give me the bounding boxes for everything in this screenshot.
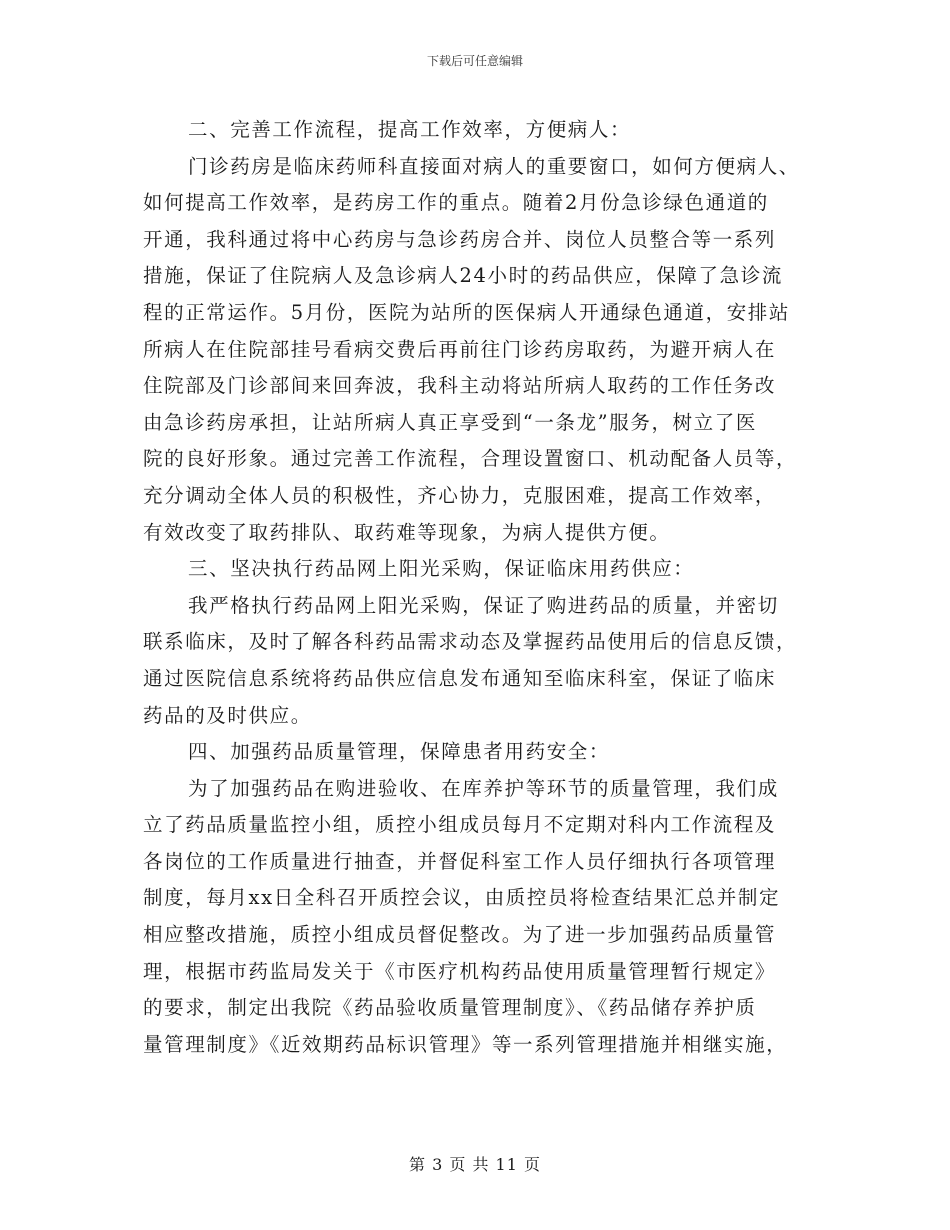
paragraph-line: 理，根据市药监局发关于《市医疗机构药品使用质量管理暂行规定》	[143, 959, 777, 983]
paragraph-line: 有效改变了取药排队、取药难等现象，为病人提供方便。	[143, 520, 671, 544]
paragraph-line: 如何提高工作效率，是药房工作的重点。随着2月份急诊绿色通道的	[143, 191, 769, 215]
paragraph-line: 门诊药房是临床药师科直接面对病人的重要窗口，如何方便病人、	[188, 154, 800, 178]
page-number: 第 3 页 共 11 页	[409, 1155, 541, 1174]
paragraph-line: 程的正常运作。5月份，医院为站所的医保病人开通绿色通道，安排站	[143, 300, 791, 324]
paragraph-line: 所病人在住院部挂号看病交费后再前往门诊药房取药，为避开病人在	[143, 337, 777, 361]
paragraph-line: 药品的及时供应。	[143, 703, 312, 727]
paragraph-line: 量管理制度》《近效期药品标识管理》等一系列管理措施并相继实施，	[143, 1032, 788, 1056]
paragraph-line: 各岗位的工作质量进行抽查，并督促科室工作人员仔细执行各项管理	[143, 849, 777, 873]
paragraph-line: 措施，保证了住院病人及急诊病人24小时的药品供应，保障了急诊流	[143, 264, 783, 288]
paragraph-line: 住院部及门诊部间来回奔波，我科主动将站所病人取药的工作任务改	[143, 374, 777, 398]
paragraph-line: 开通，我科通过将中心药房与急诊药房合并、岗位人员整合等一系列	[143, 227, 777, 251]
page-header-note: 下载后可任意编辑	[426, 54, 523, 68]
document-body	[143, 112, 803, 1063]
paragraph-line: 我严格执行药品网上阳光采购，保证了购进药品的质量，并密切	[188, 593, 779, 617]
paragraph-line: 制度，每月xx日全科召开质控会议，由质控员将检查结果汇总并制定	[143, 886, 781, 910]
paragraph-line: 相应整改措施，质控小组成员督促整改。为了进一步加强药品质量管	[143, 923, 777, 947]
section-heading: 三、坚决执行药品网上阳光采购，保证临床用药供应：	[188, 557, 695, 581]
paragraph-line: 为了加强药品在购进验收、在库养护等环节的质量管理，我们成	[188, 776, 779, 800]
section-heading: 四、加强药品质量管理，保障患者用药安全：	[188, 740, 611, 764]
paragraph-line: 的要求，制定出我院《药品验收质量管理制度》、《药品储存养护质	[143, 996, 757, 1020]
paragraph-line: 通过医院信息系统将药品供应信息发布通知至临床科室，保证了临床	[143, 666, 777, 690]
paragraph-line: 充分调动全体人员的积极性，齐心协力，克服困难，提高工作效率，	[143, 483, 777, 507]
section-heading: 二、完善工作流程，提高工作效率，方便病人：	[188, 118, 632, 141]
paragraph-line: 由急诊药房承担，让站所病人真正享受到“一条龙”服务，树立了医	[143, 410, 757, 434]
paragraph-line: 联系临床，及时了解各科药品需求动态及掌握药品使用后的信息反馈，	[143, 630, 798, 654]
paragraph-line: 院的良好形象。通过完善工作流程，合理设置窗口、机动配备人员等，	[143, 447, 798, 471]
paragraph-line: 立了药品质量监控小组，质控小组成员每月不定期对科内工作流程及	[143, 813, 777, 837]
